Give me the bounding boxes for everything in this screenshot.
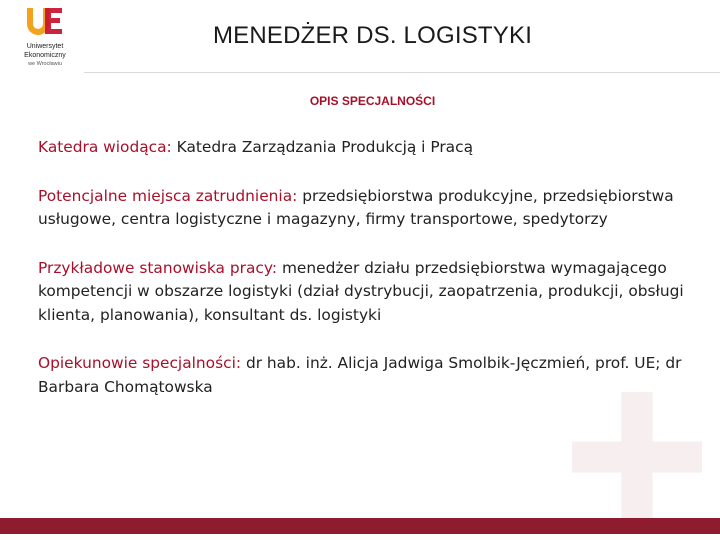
logo-line-3: we Wrocławiu	[28, 61, 62, 67]
paragraph-supervisors	[38, 352, 704, 399]
logo-line-2: Ekonomiczny	[24, 52, 66, 59]
footer-bar	[0, 518, 720, 534]
paragraph-text: dr hab. inż. Alicja Jadwiga Smolbik-Jęczmień, prof. UE; dr Barbara Chomątowska	[38, 354, 682, 396]
logo-name	[14, 42, 76, 69]
section-subtitle: OPIS SPECJALNOŚCI	[309, 94, 436, 108]
logo-line-1: Uniwersytet	[26, 43, 64, 50]
paragraph-text: menedżer działu przedsiębiorstwa wymagającego kompetencji w obszarze logistyki (dział dystrybucji, zaopatrzenia, produkcji, obsługi klienta, planowania), konsultant ds. logistyki	[38, 258, 684, 324]
paragraph-label: Przykładowe stanowiska pracy:	[38, 258, 278, 277]
paragraph-text: Katedra Zarządzania Produkcją i Pracą	[171, 138, 474, 156]
paragraph-label: Potencjalne miejsca zatrudnienia:	[38, 186, 298, 205]
paragraph-employment	[38, 185, 704, 232]
title-divider	[84, 72, 720, 73]
page-title: MENEDŻER DS. LOGISTYKI	[212, 22, 533, 49]
paragraph-lead-department	[38, 136, 704, 160]
paragraph-text: przedsiębiorstwa produkcyjne, przedsiębiorstwa usługowe, centra logistyczne i magazyny, firmy transportowe, spedytorzy	[38, 186, 674, 228]
content-body	[38, 136, 704, 424]
ue-logo-icon	[24, 6, 64, 40]
paragraph-positions	[38, 257, 704, 328]
paragraph-label: Katedra wiodąca:	[38, 138, 172, 156]
university-logo	[14, 6, 74, 72]
paragraph-label: Opiekunowie specjalności:	[38, 354, 242, 372]
